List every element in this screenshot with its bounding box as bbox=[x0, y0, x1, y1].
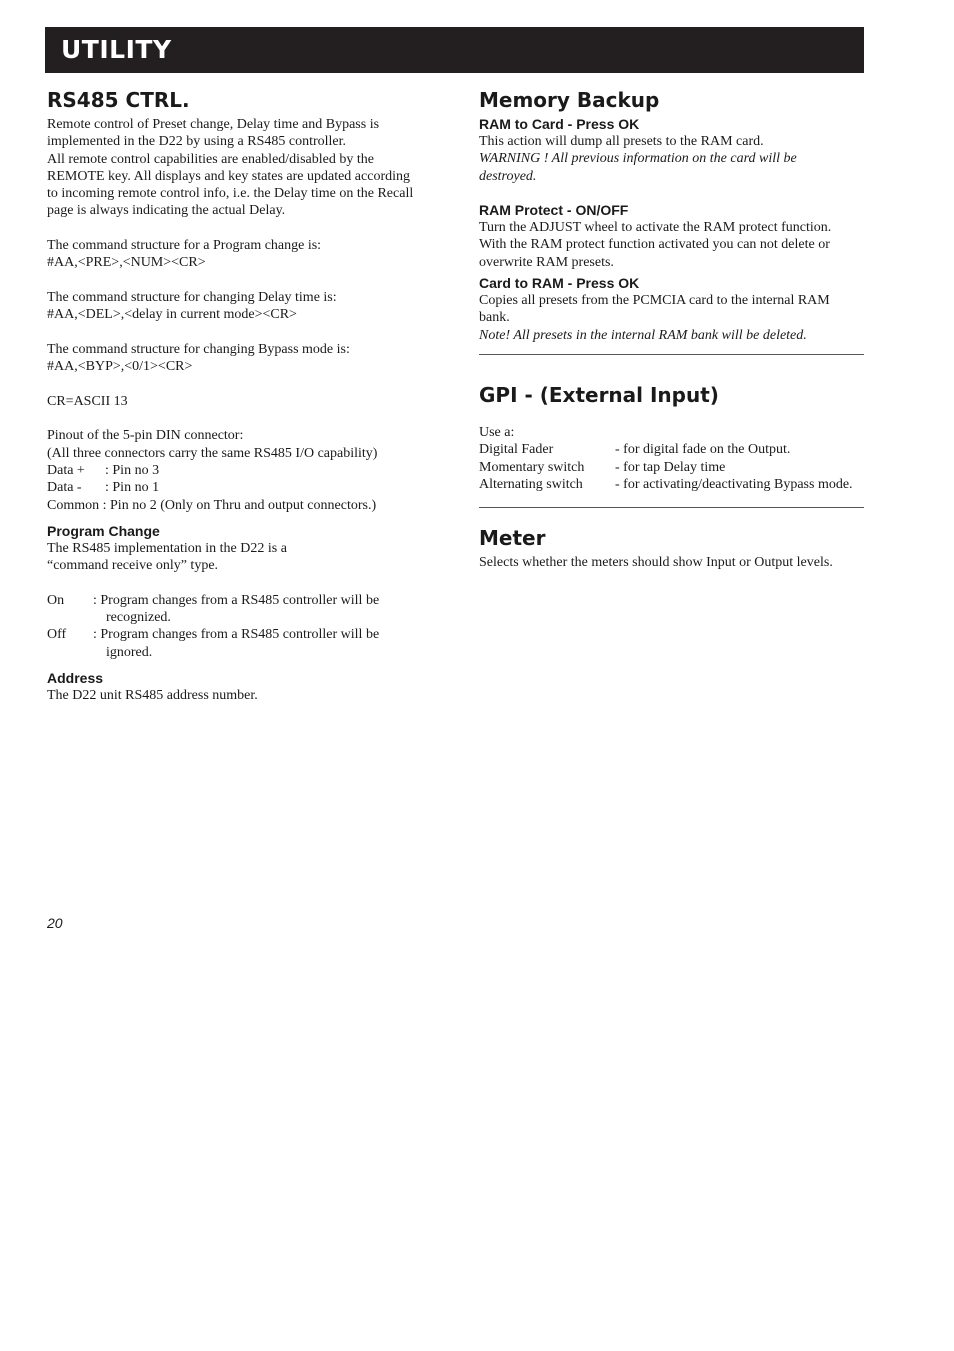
page-title: UTILITY bbox=[61, 35, 172, 64]
ram-protect-text: With the RAM protect function activated you can not delete or bbox=[479, 237, 830, 253]
gpi-row bbox=[479, 441, 864, 458]
pin-row bbox=[47, 479, 437, 496]
rs485-intro-line: to incoming remote control info, i.e. the Delay time on the Recall bbox=[47, 186, 414, 202]
rs485-intro bbox=[47, 116, 437, 220]
rs485-heading: RS485 CTRL. bbox=[47, 88, 190, 112]
gpi-label: Momentary switch bbox=[479, 459, 585, 475]
gpi-value: - for activating/deactivating Bypass mode. bbox=[615, 476, 853, 492]
cmd-bypass-desc: The command structure for changing Bypass mode is: bbox=[47, 341, 350, 357]
meter-heading: Meter bbox=[479, 526, 546, 551]
program-change-heading: Program Change bbox=[47, 522, 160, 539]
address-heading: Address bbox=[47, 669, 104, 686]
option-desc: ignored. bbox=[106, 644, 153, 660]
gpi-row bbox=[479, 459, 864, 476]
rs485-intro-line: page is always indicating the actual Delay. bbox=[47, 203, 286, 219]
pinout-note: (All three connectors carry the same RS485 I/O capability) bbox=[47, 445, 378, 461]
right-column bbox=[479, 86, 864, 571]
page-title-bar bbox=[45, 27, 864, 73]
card-to-ram-text: Copies all presets from the PCMCIA card to the internal RAM bbox=[479, 293, 830, 309]
memory-backup-heading: Memory Backup bbox=[479, 88, 660, 112]
gpi-row bbox=[479, 476, 864, 493]
gpi-intro: Use a: bbox=[479, 424, 515, 440]
rs485-intro-line: REMOTE key. All displays and key states are updated according bbox=[47, 168, 410, 184]
page-number: 20 bbox=[47, 915, 63, 931]
pin-value: : Pin no 2 (Only on Thru and output connectors.) bbox=[102, 497, 377, 513]
pin-label: Data + bbox=[47, 462, 85, 478]
rs485-intro-line: All remote control capabilities are enabled/disabled by the bbox=[47, 151, 374, 167]
address-text: The D22 unit RS485 address number. bbox=[47, 687, 258, 703]
ram-to-card-warning: destroyed. bbox=[479, 168, 537, 184]
pin-row bbox=[47, 497, 437, 514]
pin-value: : Pin no 3 bbox=[105, 462, 160, 478]
gpi-value: - for tap Delay time bbox=[615, 459, 726, 475]
pin-label: Data - bbox=[47, 480, 82, 496]
card-to-ram-note: Note! All presets in the internal RAM bank will be deleted. bbox=[479, 327, 807, 343]
ram-protect-text: overwrite RAM presets. bbox=[479, 254, 614, 270]
pin-row bbox=[47, 462, 437, 479]
cmd-bypass-syntax: #AA,<BYP>,<0/1><CR> bbox=[47, 359, 193, 375]
option-desc: recognized. bbox=[106, 610, 171, 626]
option-desc: : Program changes from a RS485 controller will be bbox=[93, 592, 380, 608]
program-change-text: “command receive only” type. bbox=[47, 558, 219, 574]
pin-value: : Pin no 1 bbox=[105, 480, 160, 496]
rs485-intro-line: Remote control of Preset change, Delay time and Bypass is bbox=[47, 117, 380, 132]
gpi-label: Digital Fader bbox=[479, 442, 554, 458]
ram-protect-heading: RAM Protect - ON/OFF bbox=[479, 202, 629, 219]
ram-to-card-warning: WARNING ! All previous information on the card will be bbox=[479, 151, 797, 167]
option-label: Off bbox=[47, 627, 67, 643]
option-label: On bbox=[47, 592, 65, 608]
option-row-off bbox=[47, 626, 437, 661]
option-desc: : Program changes from a RS485 controller will be bbox=[93, 627, 380, 643]
cr-note: CR=ASCII 13 bbox=[47, 393, 128, 409]
card-to-ram-heading: Card to RAM - Press OK bbox=[479, 275, 640, 292]
cmd-delay-syntax: #AA,<DEL>,<delay in current mode><CR> bbox=[47, 307, 297, 323]
cmd-program-syntax: #AA,<PRE>,<NUM><CR> bbox=[47, 255, 206, 271]
program-change-text: The RS485 implementation in the D22 is a bbox=[47, 540, 287, 556]
gpi-value: - for digital fade on the Output. bbox=[615, 442, 791, 458]
cmd-delay-desc: The command structure for changing Delay time is: bbox=[47, 289, 337, 305]
gpi-label: Alternating switch bbox=[479, 476, 583, 492]
pinout-title: Pinout of the 5-pin DIN connector: bbox=[47, 428, 244, 444]
gpi-heading: GPI - (External Input) bbox=[479, 382, 719, 407]
rs485-intro-line: implemented in the D22 by using a RS485 controller. bbox=[47, 134, 347, 150]
left-column bbox=[47, 86, 437, 704]
ram-to-card-text: This action will dump all presets to the RAM card. bbox=[479, 134, 764, 149]
card-to-ram-text: bank. bbox=[479, 310, 510, 326]
meter-text: Selects whether the meters should show Input or Output levels. bbox=[479, 555, 833, 571]
pin-label: Common bbox=[47, 497, 100, 513]
option-row-on bbox=[47, 592, 437, 627]
cmd-program-desc: The command structure for a Program change is: bbox=[47, 238, 322, 254]
ram-protect-text: Turn the ADJUST wheel to activate the RAM protect function. bbox=[479, 220, 832, 236]
ram-to-card-heading: RAM to Card - Press OK bbox=[479, 116, 640, 132]
